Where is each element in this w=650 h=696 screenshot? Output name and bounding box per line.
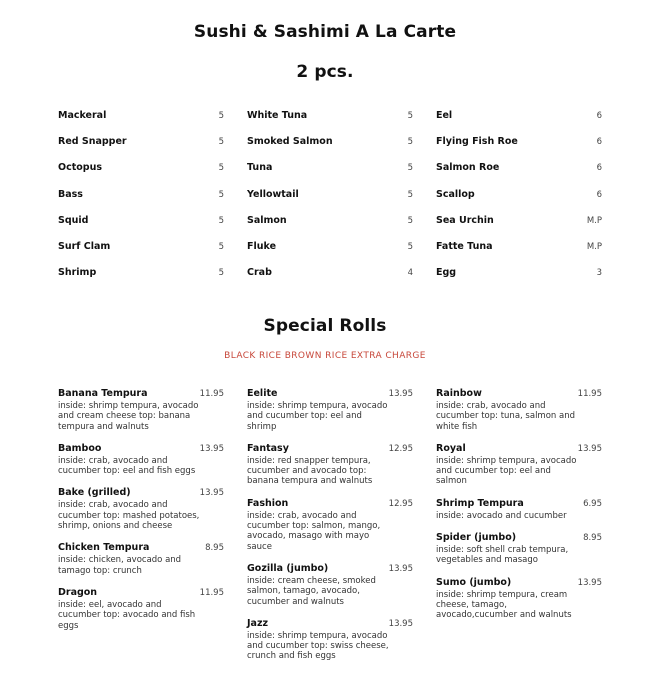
sushi-item-price: 5 <box>218 241 224 252</box>
roll-price: 13.95 <box>577 577 602 588</box>
roll-item <box>58 542 224 576</box>
sushi-item-name: Bass <box>58 188 83 200</box>
sushi-item-name: Smoked Salmon <box>247 136 333 148</box>
sushi-item-price: M.P <box>586 215 602 226</box>
roll-description: inside: shrimp tempura, avocado and cream cheese top: banana tempura and walnuts <box>58 401 199 432</box>
sushi-item-price: 5 <box>407 111 413 121</box>
sushi-item <box>247 240 413 266</box>
roll-name: Dragon <box>58 586 98 598</box>
special-rolls-heading: Special Rolls <box>263 316 387 336</box>
sushi-item-price: 5 <box>407 215 413 226</box>
roll-description: inside: shrimp tempura, avocado and cucumber top: eel and shrimp <box>247 401 388 432</box>
roll-name: Jazz <box>247 617 269 629</box>
roll-item <box>436 498 602 521</box>
roll-price: 8.95 <box>205 543 224 554</box>
extra-charge-note: BLACK RICE BROWN RICE EXTRA CHARGE <box>224 351 426 361</box>
sushi-item-price: 6 <box>596 189 602 200</box>
roll-item <box>436 388 602 432</box>
roll-name: Bake (grilled) <box>58 487 131 499</box>
roll-price: 13.95 <box>199 488 224 499</box>
roll-item <box>247 618 413 662</box>
sushi-item-price: 3 <box>596 268 602 279</box>
roll-name: Eelite <box>247 388 278 399</box>
sushi-item-name: Sea Urchin <box>436 214 494 226</box>
roll-price: 13.95 <box>577 443 602 454</box>
roll-price: 13.95 <box>199 443 224 454</box>
sushi-item-price: 5 <box>407 189 413 200</box>
roll-price: 12.95 <box>388 443 413 454</box>
sushi-item <box>247 109 413 135</box>
roll-description: inside: shrimp tempura, avocado and cucumber top: eel and salmon <box>436 455 577 487</box>
roll-description: inside: avocado and cucumber <box>436 510 567 521</box>
sushi-item <box>436 188 602 214</box>
roll-name: Chicken Tempura <box>58 542 150 554</box>
sushi-item <box>247 188 413 214</box>
roll-price: 6.95 <box>583 498 602 509</box>
sushi-item-name: White Tuna <box>247 110 308 121</box>
sushi-item-name: Shrimp <box>58 267 97 279</box>
roll-description: inside: soft shell crab tempura, vegetables and masago <box>436 545 569 566</box>
sushi-item-price: 5 <box>218 163 224 174</box>
sushi-item-price: 5 <box>218 189 224 200</box>
pieces-heading: 2 pcs. <box>296 62 354 82</box>
sushi-item-name: Tuna <box>247 162 273 174</box>
roll-description: inside: crab, avocado and cucumber top: eel and fish eggs <box>58 455 196 477</box>
sushi-column-3 <box>436 109 602 292</box>
sushi-item-price: 5 <box>407 137 413 148</box>
sushi-item <box>247 214 413 240</box>
roll-name: Spider (jumbo) <box>436 532 517 544</box>
sushi-item <box>58 240 224 266</box>
sushi-item-price: 5 <box>218 137 224 148</box>
sushi-item <box>58 214 224 240</box>
sushi-item-name: Scallop <box>436 188 475 200</box>
sushi-item <box>436 214 602 240</box>
roll-item <box>58 587 224 631</box>
roll-name: Sumo (jumbo) <box>436 576 512 588</box>
sushi-item-name: Fatte Tuna <box>436 240 493 252</box>
sushi-item <box>436 240 602 266</box>
sushi-item-name: Red Snapper <box>58 136 127 148</box>
roll-item <box>247 388 413 432</box>
roll-description: inside: crab, avocado and cucumber top: mashed potatoes, shrimp, onions and cheese <box>58 500 200 532</box>
sushi-item-price: 5 <box>218 215 224 226</box>
roll-description: inside: chicken, avocado and tamago top: crunch <box>58 555 182 576</box>
page-title: Sushi & Sashimi A La Carte <box>193 22 457 42</box>
sushi-item-price: 5 <box>218 268 224 279</box>
sushi-item-price: 6 <box>596 163 602 174</box>
roll-item <box>436 577 602 621</box>
sushi-item-name: Yellowtail <box>247 188 299 200</box>
sushi-item-name: Egg <box>436 267 457 279</box>
roll-price: 13.95 <box>388 389 413 399</box>
sushi-item-name: Mackeral <box>58 110 107 121</box>
roll-name: Royal <box>436 442 466 454</box>
roll-description: inside: shrimp tempura, avocado and cucumber top: swiss cheese, crunch and fish eggs <box>247 630 389 662</box>
sushi-item <box>58 188 224 214</box>
roll-item <box>58 487 224 531</box>
sushi-item-name: Salmon Roe <box>436 162 500 174</box>
sushi-column-1 <box>58 109 224 292</box>
sushi-item-name: Eel <box>436 110 453 121</box>
roll-price: 12.95 <box>388 498 413 509</box>
roll-description: inside: crab, avocado and cucumber top: salmon, mango, avocado, masago with mayo sauce <box>247 510 381 552</box>
roll-price: 11.95 <box>199 389 224 399</box>
roll-item <box>247 498 413 552</box>
rolls-column-2 <box>247 388 413 673</box>
sushi-item-name: Squid <box>58 214 89 226</box>
roll-description: inside: red snapper tempura, cucumber and avocado top: banana tempura and walnuts <box>247 455 373 487</box>
roll-item <box>247 563 413 607</box>
roll-price: 13.95 <box>388 618 413 629</box>
roll-description: inside: cream cheese, smoked salmon, tamago, avocado, cucumber and walnuts <box>247 575 376 607</box>
roll-name: Banana Tempura <box>58 388 148 399</box>
sushi-item-name: Octopus <box>58 162 102 174</box>
roll-price: 13.95 <box>388 563 413 574</box>
sushi-item-price: 6 <box>596 111 602 121</box>
roll-name: Rainbow <box>436 388 482 399</box>
roll-description: inside: eel, avocado and cucumber top: avocado and fish eggs <box>58 599 196 631</box>
sushi-column-2 <box>247 109 413 292</box>
roll-item <box>58 443 224 477</box>
sushi-item <box>247 135 413 161</box>
roll-name: Bamboo <box>58 442 102 454</box>
roll-item <box>247 443 413 487</box>
sushi-item <box>247 161 413 187</box>
sushi-item <box>436 109 602 135</box>
sushi-item <box>58 266 224 292</box>
roll-name: Shrimp Tempura <box>436 497 524 509</box>
roll-price: 8.95 <box>583 533 602 544</box>
roll-name: Fantasy <box>247 442 289 454</box>
sushi-item-price: 4 <box>407 268 413 279</box>
rolls-column-1 <box>58 388 224 642</box>
sushi-item-name: Crab <box>247 267 272 279</box>
sushi-item <box>436 266 602 292</box>
sushi-item <box>247 266 413 292</box>
roll-name: Fashion <box>247 497 289 509</box>
sushi-item <box>58 161 224 187</box>
roll-name: Gozilla (jumbo) <box>247 562 329 574</box>
sushi-item <box>58 135 224 161</box>
roll-item <box>436 443 602 487</box>
roll-description: inside: crab, avocado and cucumber top: tuna, salmon and white fish <box>436 401 575 432</box>
roll-item <box>436 532 602 566</box>
sushi-item-price: 5 <box>407 163 413 174</box>
roll-description: inside: shrimp tempura, cream cheese, tamago, avocado,cucumber and walnuts <box>436 589 572 621</box>
roll-price: 11.95 <box>199 587 224 598</box>
sushi-item <box>58 109 224 135</box>
sushi-item-price: 5 <box>218 111 224 121</box>
sushi-item <box>436 161 602 187</box>
sushi-item-name: Flying Fish Roe <box>436 136 518 148</box>
sushi-item-name: Fluke <box>247 240 277 252</box>
roll-price: 11.95 <box>577 389 602 399</box>
sushi-item-price: M.P <box>586 241 602 252</box>
sushi-item-price: 5 <box>407 241 413 252</box>
roll-item <box>58 388 224 432</box>
rolls-column-3 <box>436 388 602 632</box>
sushi-item-name: Surf Clam <box>58 240 111 252</box>
sushi-item <box>436 135 602 161</box>
sushi-item-name: Salmon <box>247 214 287 226</box>
sushi-item-price: 6 <box>596 137 602 148</box>
